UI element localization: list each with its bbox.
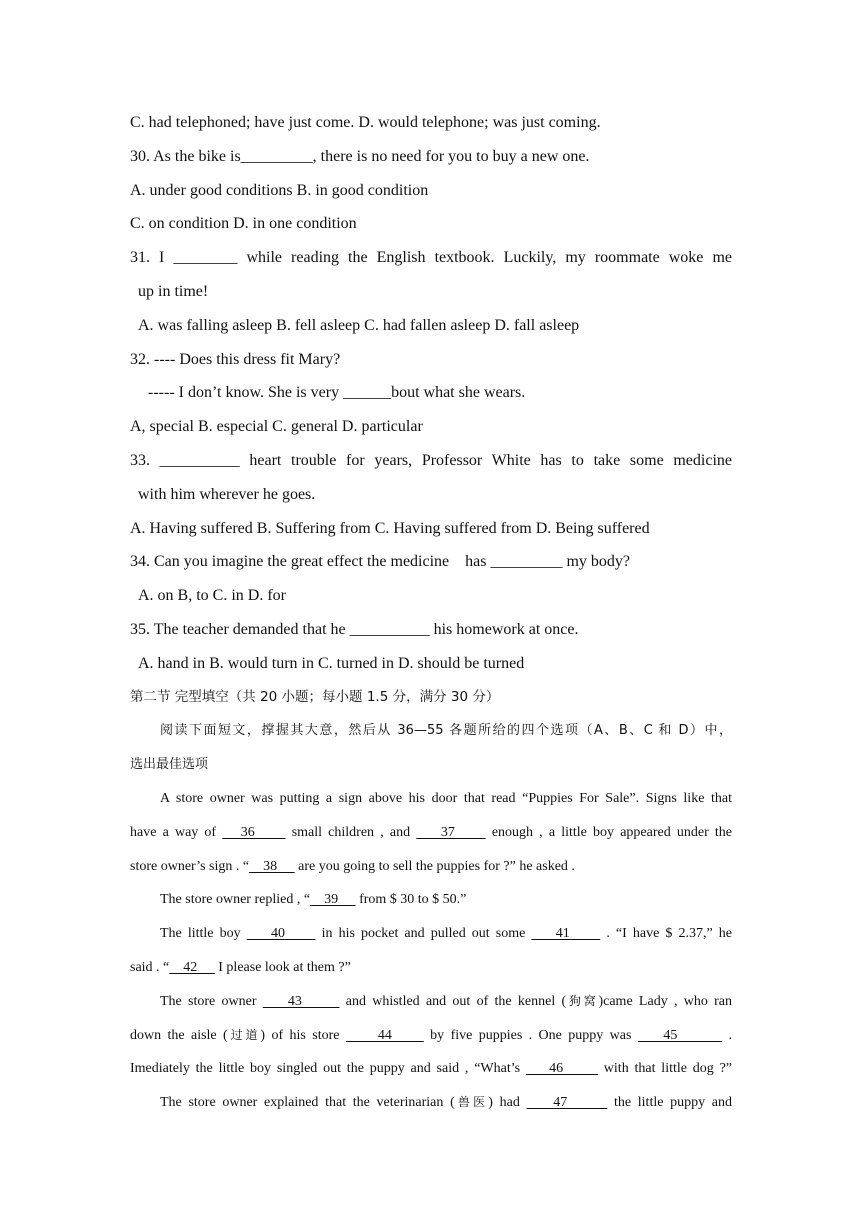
q33-options: A. Having suffered B. Suffering from C. Having suffered from D. Being suffered: [130, 519, 650, 537]
q31-stem-line-1: 31. I ________ while reading the English textbook. Luckily, my roommate woke me: [130, 249, 732, 267]
section-2-instruction-line-1: 阅读下面短文，撑握其大意，然后从 36—55 各题所给的四个选项（A、B、C 和 D）中，: [160, 723, 732, 739]
blank-41: 41: [531, 926, 601, 942]
q32-stem-line-1: 32. ---- Does this dress fit Mary?: [130, 350, 341, 368]
text-run: the little puppy and: [607, 1095, 733, 1111]
blank-38: 38: [249, 858, 295, 874]
text-run: ) had: [488, 1095, 527, 1111]
blank-37: 37: [416, 824, 486, 840]
passage-p4-line-3: [130, 1052, 732, 1086]
passage-p1-line-2: [130, 816, 732, 850]
text-run: with that little dog ?”: [598, 1061, 733, 1077]
blank-43: 43: [262, 993, 340, 1009]
text-run: said . “: [130, 959, 170, 975]
text-run: The store owner explained that the veterinarian (: [160, 1095, 455, 1111]
passage-p4-line-1: [130, 985, 732, 1019]
blank-42: 42: [169, 959, 215, 975]
blank-40: 40: [246, 926, 316, 942]
q34-options: A. on B, to C. in D. for: [138, 587, 286, 605]
text-run: store owner’s sign . “: [130, 858, 250, 874]
blank-39: 39: [310, 892, 356, 908]
q30-options-2: C. on condition D. in one condition: [130, 215, 357, 233]
text-run: small children , and: [285, 824, 417, 840]
q31-options: A. was falling asleep B. fell asleep C. had fallen asleep D. fall asleep: [138, 316, 580, 334]
q33-stem-line-1: 33. __________ heart trouble for years, Professor White has to take some medicine: [130, 451, 732, 469]
blank-36: 36: [222, 824, 286, 840]
q35-options: A. hand in B. would turn in C. turned in D. should be turned: [138, 654, 525, 672]
blank-46: 46: [525, 1061, 598, 1077]
passage-p4-line-2: [130, 1019, 732, 1053]
text-run: and whistled and out of the kennel (: [339, 993, 567, 1009]
document-page: [130, 106, 732, 1120]
text-run: enough , a little boy appeared under the: [485, 824, 733, 840]
gloss-veterinarian: 兽医: [454, 1095, 489, 1110]
q33-stem-line-2: with him wherever he goes.: [138, 485, 316, 503]
passage-p2-line-1: [130, 883, 732, 917]
text-run: . “I have $ 2.37,” he: [600, 926, 733, 942]
gloss-aisle: 过道: [227, 1027, 261, 1042]
q34-stem: 34. Can you imagine the great effect the medicine has _________ my body?: [130, 553, 631, 571]
text-run: The store owner replied , “: [160, 892, 311, 908]
q32-stem-line-2: ----- I don’t know. She is very ______bout what she wears.: [148, 384, 526, 402]
q31-stem-line-2: up in time!: [138, 282, 209, 300]
text-run: have a way of: [130, 824, 223, 840]
blank-45: 45: [637, 1027, 723, 1043]
passage-p3-line-1: [130, 917, 732, 951]
gloss-kennel: 狗窝: [566, 993, 599, 1008]
text-run: The store owner: [160, 993, 263, 1009]
text-run: in his pocket and pulled out some: [315, 926, 532, 942]
q30-stem: 30. As the bike is_________, there is no need for you to buy a new one.: [130, 147, 590, 165]
text-run: Imediately the little boy singled out the puppy and said , “What’s: [130, 1061, 526, 1077]
passage-p5-line-1: [130, 1086, 732, 1120]
blank-47: 47: [526, 1095, 608, 1111]
text-run: ) of his store: [260, 1027, 346, 1043]
text-run: by five puppies . One puppy was: [423, 1027, 638, 1043]
section-2-instruction-line-2: 选出最佳选项: [130, 757, 209, 773]
text-run: The little boy: [160, 926, 247, 942]
passage-p3-line-2: [130, 951, 732, 985]
blank-44: 44: [345, 1027, 424, 1043]
q30-options-1: A. under good conditions B. in good condition: [130, 181, 429, 199]
text-run: )came Lady , who ran: [598, 993, 732, 1009]
passage-p1-line-1: A store owner was putting a sign above his door that read “Puppies For Sale”. Signs like that: [160, 790, 732, 806]
text-run: are you going to sell the puppies for ?” he asked .: [294, 858, 575, 874]
section-2-heading: 第二节 完型填空（共 20 小题；每小题 1.5 分，满分 30 分）: [130, 688, 500, 705]
text-run: .: [722, 1027, 733, 1043]
q32-options: A, special B. especial C. general D. particular: [130, 418, 423, 436]
q29-options-tail: C. had telephoned; have just come. D. would telephone; was just coming.: [130, 114, 601, 131]
text-run: down the aisle (: [130, 1027, 228, 1043]
passage-p1-line-3: [130, 850, 732, 884]
q35-stem: 35. The teacher demanded that he __________ his homework at once.: [130, 620, 579, 638]
text-run: from $ 30 to $ 50.”: [355, 892, 467, 908]
text-run: I please look at them ?”: [214, 959, 351, 975]
